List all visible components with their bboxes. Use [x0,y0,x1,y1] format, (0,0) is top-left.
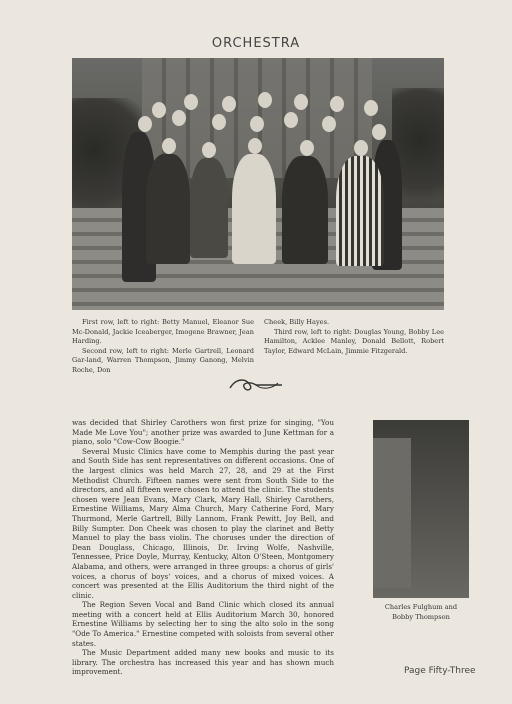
paragraph: was decided that Shirley Carothers won first prize for singing, "You Made Me Love You"; another prize was awarded to June Kettman for a piano, solo "Cow-Cow Boogie." [72,418,334,447]
caption-second-row-cont: Cheek, Billy Hayes. [264,318,330,326]
photo-caption-left [72,318,254,376]
photo-person [372,124,386,140]
portrait-caption [365,603,477,622]
photo-person [258,92,272,108]
photo-person [322,116,336,132]
portrait-caption-line: Charles Fulghum and [384,603,458,611]
photo-person [202,142,216,158]
photo-person [146,154,190,264]
paragraph: Several Music Clinics have come to Memphis during the past year and South Side has sent representatives on different occasions. One of the largest clinics was held March 27, 28, and 29 at the First Methodist Church. Fifteen names were sent from South Side to the directors, and all fifteen were chosen to attend the clinic. The students chosen were Jean Evans, Mary Clark, Mary Hall, Shirley Carothers, Ernestine Williams, Mary Alma Church, Mary Catherine Ford, Mary Thurmond, Merle Gartrell, Billy Lannom, Frank Pewitt, Joy Bell, and Billy Sumpter. Don Cheek was chosen to play the clarinet and Betty Manuel to play the bass violin. The choruses under the direction of Dean Douglass, Chicago, Illinois, Dr. Irving Wolfe, Nashville, Tennessee, Price Doyle, Murray, Kentucky, Alton O'Steen, Montgomery Alabama, and others, were arranged in three groups: a chorus of girls' voices, a chorus of boys' voices, and a chorus of mixed voices. A concert was presented at the Ellis Auditorium the third night of the clinic. [72,446,334,600]
photo-person [354,140,368,156]
photo-person [152,102,166,118]
photo-person [250,116,264,132]
paragraph: The Music Department added many new books and music to its library. The orchestra has increased this year and has shown much improvement. [72,648,334,677]
photo-person [232,154,276,264]
scroll-ornament-icon [226,376,286,394]
photo-person [190,158,228,258]
photo-person [212,114,226,130]
photo-person [300,140,314,156]
caption-second-row: Second row, left to right: Merle Gartrell, Leonard Gar-land, Warren Thompson, Jimmy Ganong, Melvin Roche, Don [72,346,254,374]
photo-person [184,94,198,110]
page-title: ORCHESTRA [211,36,301,51]
article-body [72,418,334,677]
photo-person [284,112,298,128]
photo-caption-right [264,318,444,356]
photo-person [336,156,384,266]
photo-person [373,588,389,598]
photo-person [248,138,262,154]
orchestra-group-photo [72,58,444,310]
photo-person [172,110,186,126]
page-number: Page Fifty-Three [404,666,476,676]
photo-person [138,116,152,132]
paragraph: The Region Seven Vocal and Band Clinic which closed its annual meeting with a concert held at Ellis Auditorium March 30, honored Ernestine Williams by selecting her to sing the alto solo in the song "Ode To America." Ernestine competed with soloists from several other states. [72,600,334,648]
photo-person [330,96,344,112]
caption-first-row: First row, left to right: Betty Manuel, Eleanor Sue Mc-Donald, Jackie Iceaberger, Imogene Brawner, Jean Harding. [72,318,254,346]
portrait-photo [373,420,469,598]
photo-person [373,438,411,588]
portrait-caption-line: Bobby Thompson [392,612,450,621]
caption-third-row: Third row, left to right: Douglas Young, Bobby Lee Hamilton, Acklee Manley, Donald Bellott, Robert Taylor, Edward McLain, Jimmie Fitzgerald. [264,327,444,355]
photo-person [282,156,328,264]
photo-person [294,94,308,110]
photo-person [222,96,236,112]
photo-person [162,138,176,154]
photo-person [364,100,378,116]
photo-person [373,420,389,438]
